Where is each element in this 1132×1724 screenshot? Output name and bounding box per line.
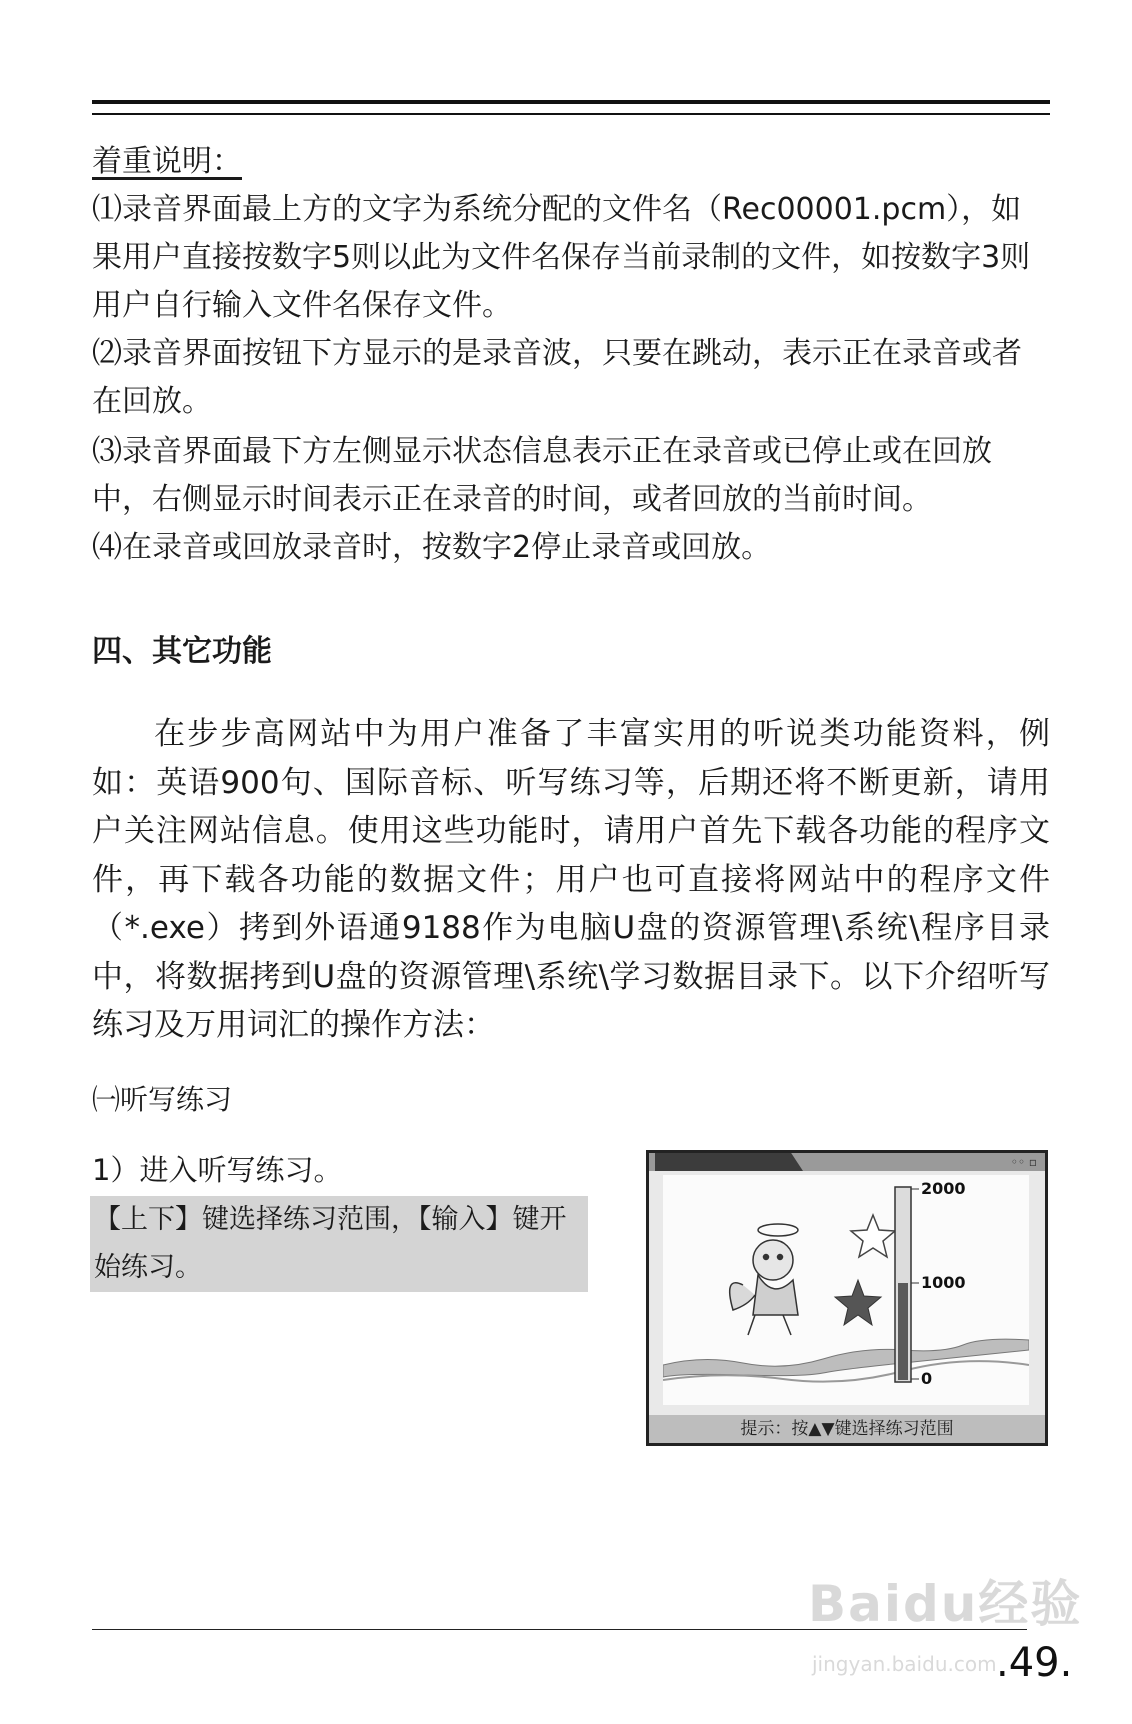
filled-star-icon: [835, 1280, 881, 1325]
gauge-label-top: 2000: [921, 1179, 966, 1198]
gauge-fill: [898, 1283, 908, 1380]
header-rule-thick: [92, 100, 1050, 104]
subsection-heading: ㈠听写练习: [92, 1083, 233, 1116]
header-rule-thin: [92, 113, 1050, 115]
section-body: 在步步高网站中为用户准备了丰富实用的听说类功能资料，例如：英语900句、国际音标、听写练习等，后期还将不断更新，请用户关注网站信息。使用这些功能时，请用户首先下载各功能的程序文件，再下载各功能的数据文件；用户也可直接将网站中的程序文件（*.exe）拷到外语通9188作为电脑U盘的资源管理\系统\程序目录中，将数据拷到U盘的资源管理\系统\学习数据目录下。以下介绍听写练习及万用词汇的操作方法：: [92, 716, 1050, 1043]
device-window-controls-icon: ◦◦ ▫: [1010, 1155, 1037, 1169]
gauge-label-mid: 1000: [921, 1273, 966, 1292]
notes-title: 着重说明：: [92, 144, 242, 179]
practice-illustration: [663, 1175, 1029, 1405]
note-item-4: ⑷在录音或回放录音时，按数字2停止录音或回放。: [92, 530, 772, 565]
device-title-tab: [655, 1153, 803, 1171]
step-1: 1）进入听写练习。: [92, 1153, 343, 1187]
note-item-3: ⑶录音界面最下方左侧显示状态信息表示正在录音或已停止或在回放中，右侧显示时间表示正在录音的时间，或者回放的当前时间。: [92, 434, 992, 517]
page-number: .49.: [996, 1640, 1073, 1686]
ground-wave: [663, 1339, 1029, 1377]
watermark-url: jingyan.baidu.com: [812, 1652, 997, 1676]
gauge-label-bottom: 0: [921, 1369, 933, 1388]
instruction-box: 【上下】键选择练习范围，【输入】键开始练习。: [90, 1196, 588, 1292]
device-status-bar: 提示：按▲▼键选择练习范围: [649, 1415, 1045, 1443]
device-screen-area: [663, 1175, 1029, 1405]
note-item-1: ⑴录音界面最上方的文字为系统分配的文件名（Rec00001.pcm），如果用户直接按数字5则以此为文件名保存当前录制的文件，如按数字3则用户自行输入文件名保存文件。: [92, 192, 1031, 323]
watermark-logo: Baidu经验: [808, 1575, 1083, 1633]
note-item-2: ⑵录音界面按钮下方显示的是录音波，只要在跳动，表示正在录音或者在回放。: [92, 336, 1022, 419]
angel-icon: [730, 1224, 798, 1335]
outline-star-icon: [851, 1215, 895, 1257]
device-screenshot: [646, 1150, 1048, 1446]
section-heading: 四、其它功能: [92, 634, 272, 669]
device-titlebar: [649, 1153, 1045, 1171]
